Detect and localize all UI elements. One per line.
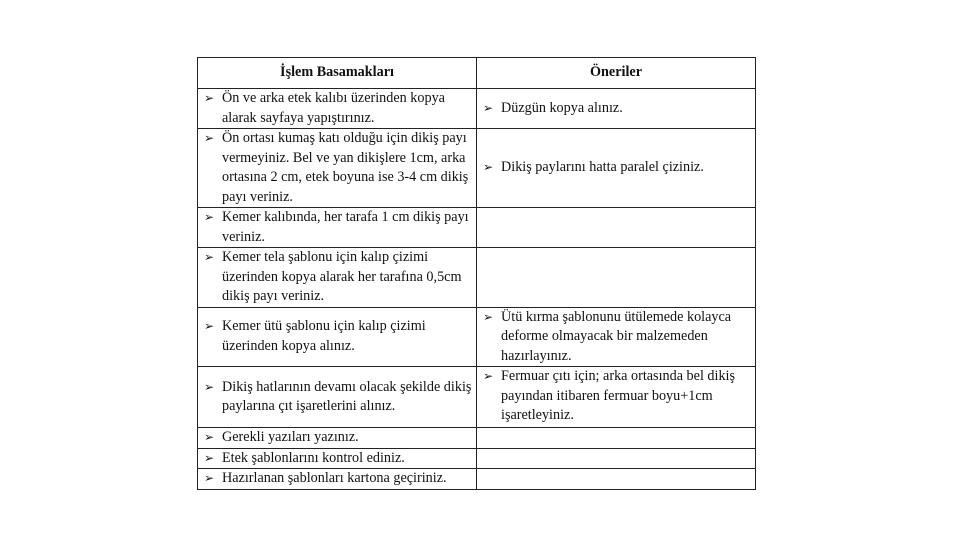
tip-cell-empty — [477, 469, 756, 490]
step-cell — [198, 367, 477, 428]
table-row — [198, 307, 756, 367]
step-text: Hazırlanan şablonları kartona geçiriniz. — [222, 470, 447, 486]
arrow-bullet-icon: ➢ — [204, 430, 215, 444]
tip-cell — [477, 129, 756, 208]
arrow-bullet-icon: ➢ — [483, 100, 494, 115]
arrow-bullet-icon: ➢ — [204, 471, 215, 485]
step-text: Kemer kalıbında, her tarafa 1 cm dikiş payı veriniz. — [222, 209, 469, 245]
step-text: Kemer ütü şablonu için kalıp çizimi üzerinden kopya alınız. — [222, 318, 426, 354]
arrow-bullet-icon: ➢ — [204, 450, 215, 465]
arrow-bullet-icon: ➢ — [204, 210, 215, 224]
step-cell — [198, 448, 477, 469]
table-row — [198, 248, 756, 308]
header-suggestions: Öneriler — [477, 58, 756, 89]
table-row — [198, 448, 756, 469]
table-row — [198, 367, 756, 428]
step-text: Ön ve arka etek kalıbı üzerinden kopya alarak sayfaya yapıştırınız. — [222, 90, 445, 126]
step-cell — [198, 307, 477, 367]
tip-cell — [477, 89, 756, 129]
arrow-bullet-icon: ➢ — [483, 309, 494, 324]
step-cell — [198, 89, 477, 129]
tip-text: Fermuar çıtı için; arka ortasında bel dikiş payından itibaren fermuar boyu+1cm işaretleyiniz. — [501, 368, 736, 423]
step-cell — [198, 129, 477, 208]
tip-cell-empty — [477, 248, 756, 308]
table-row — [198, 129, 756, 208]
arrow-bullet-icon: ➢ — [204, 131, 215, 145]
step-text: Ön ortası kumaş katı olduğu için dikiş payı vermeyiniz. Bel ve yan dikişlere 1cm, arka ortasına 2 cm, etek boyuna ise 3-4 cm dikiş payı veriniz. — [222, 130, 469, 205]
table-row — [198, 428, 756, 449]
tip-cell-empty — [477, 428, 756, 449]
tip-cell-empty — [477, 448, 756, 469]
arrow-bullet-icon: ➢ — [204, 250, 215, 264]
tip-cell — [477, 367, 756, 428]
step-text: Gerekli yazıları yazınız. — [222, 429, 359, 445]
arrow-bullet-icon: ➢ — [204, 319, 215, 334]
arrow-bullet-icon: ➢ — [204, 91, 215, 105]
tip-text: Dikiş paylarını hatta paralel çiziniz. — [501, 159, 704, 176]
table-header-row — [198, 58, 756, 89]
tip-text: Düzgün kopya alınız. — [501, 99, 623, 116]
table-row — [198, 89, 756, 129]
step-text: Dikiş hatlarının devamı olacak şekilde dikiş paylarına çıt işaretlerini alınız. — [222, 378, 472, 414]
tip-cell — [477, 307, 756, 367]
arrow-bullet-icon: ➢ — [483, 369, 494, 383]
step-cell — [198, 208, 477, 248]
step-text: Etek şablonlarını kontrol ediniz. — [222, 449, 405, 466]
step-cell — [198, 428, 477, 449]
step-cell — [198, 248, 477, 308]
step-cell — [198, 469, 477, 490]
arrow-bullet-icon: ➢ — [204, 379, 215, 394]
step-text: Kemer tela şablonu için kalıp çizimi üzerinden kopya alarak her tarafına 0,5cm dikiş payı veriniz. — [222, 249, 462, 304]
tip-text: Ütü kırma şablonunu ütülemede kolayca deforme olmayacak bir malzemeden hazırlayınız. — [501, 308, 732, 364]
arrow-bullet-icon: ➢ — [483, 160, 494, 175]
header-steps: İşlem Basamakları — [198, 58, 477, 89]
tip-cell-empty — [477, 208, 756, 248]
table-row — [198, 469, 756, 490]
table-row — [198, 208, 756, 248]
procedure-table — [197, 57, 756, 490]
